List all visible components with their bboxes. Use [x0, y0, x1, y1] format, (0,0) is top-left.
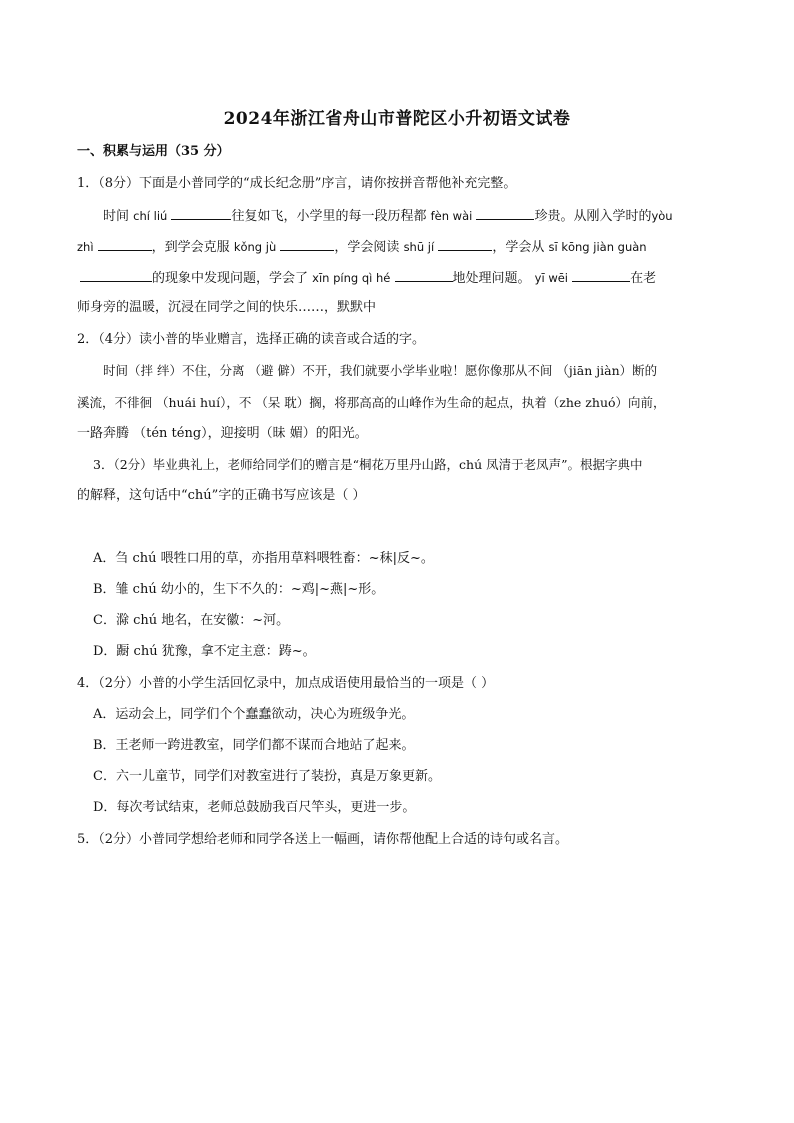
- q1-line-2: zhì ，到学会克服 kǒng jù ，学会阅读 shū jí ，学会从 sī kōng jiàn guàn: [77, 237, 647, 257]
- section-heading: 一、积累与运用（35 分）: [77, 144, 230, 159]
- q3-option-a[interactable]: A．刍 chú 喂牲口用的草，亦指用草料喂牲畜：~秣|反~。: [93, 551, 434, 566]
- answer-blank[interactable]: [280, 237, 334, 251]
- q5-stem: 5．（2分）小普同学想给老师和同学各送上一幅画，请你帮他配上合适的诗句或名言。: [77, 832, 569, 847]
- answer-blank[interactable]: [476, 206, 534, 220]
- q1-line-3: 的现象中发现问题，学会了 xīn píng qì hé 地处理问题。 yī wēi 在老: [80, 268, 656, 288]
- q3-option-d[interactable]: D．蹰 chú 犹豫，拿不定主意：踌~。: [93, 644, 316, 659]
- q2-line-2: 溪流，不徘徊 （huái huí），不 （呆 耽）搁，将那高高的山峰作为生命的起点，执着（zhe zhuó）向前，: [77, 395, 666, 410]
- q3-option-c[interactable]: C．滁 chú 地名，在安徽：~河。: [93, 613, 290, 628]
- q3-line-1: 3．（2分）毕业典礼上，老师给同学们的赠言是“桐花万里丹山路，chú 凤清于老凤声”。根据字典中: [93, 457, 643, 472]
- q1-line-1: 时间 chí liú 往复如飞，小学里的每一段历程都 fèn wài 珍贵。从刚入学时的yòu: [103, 206, 673, 226]
- q3-option-b[interactable]: B．雏 chú 幼小的，生下不久的：~鸡|~燕|~形。: [93, 582, 385, 597]
- q1-line-4: 师身旁的温暖，沉浸在同学之间的快乐……，默默中: [77, 300, 377, 315]
- q4-option-c[interactable]: C．六一儿童节，同学们对教室进行了装扮，真是万象更新。: [93, 769, 441, 784]
- answer-blank[interactable]: [98, 237, 152, 251]
- q1-stem: 1．（8分）下面是小普同学的“成长纪念册”序言，请你按拼音帮他补充完整。: [77, 176, 517, 191]
- q4-option-b[interactable]: B．王老师一跨进教室，同学们都不谋而合地站了起来。: [93, 738, 415, 753]
- answer-blank[interactable]: [395, 268, 453, 282]
- q3-line-2: 的解释，这句话中“chú”字的正确书写应该是（ ）: [77, 488, 366, 503]
- q4-stem: 4．（2分）小普的小学生活回忆录中，加点成语使用最恰当的一项是（ ）: [77, 676, 495, 691]
- q2-line-3: 一路奔腾 （tén téng），迎接明（昧 媚）的阳光。: [77, 426, 368, 441]
- answer-blank[interactable]: [171, 206, 231, 220]
- q2-stem: 2．（4分）读小普的毕业赠言，选择正确的读音或合适的字。: [77, 332, 426, 347]
- answer-blank[interactable]: [438, 237, 492, 251]
- answer-blank[interactable]: [572, 268, 630, 282]
- page-title: 2024年浙江省舟山市普陀区小升初语文试卷: [223, 109, 571, 129]
- q4-option-d[interactable]: D．每次考试结束，老师总鼓励我百尺竿头，更进一步。: [93, 800, 416, 815]
- answer-blank[interactable]: [80, 268, 152, 282]
- q2-line-1: 时间（拌 绊）不住，分离 （避 僻）不开，我们就要小学毕业啦！愿你像那从不间 （jiān jiàn）断的: [103, 363, 658, 378]
- q4-option-a[interactable]: A．运动会上，同学们个个蠢蠢欲动，决心为班级争光。: [93, 707, 415, 722]
